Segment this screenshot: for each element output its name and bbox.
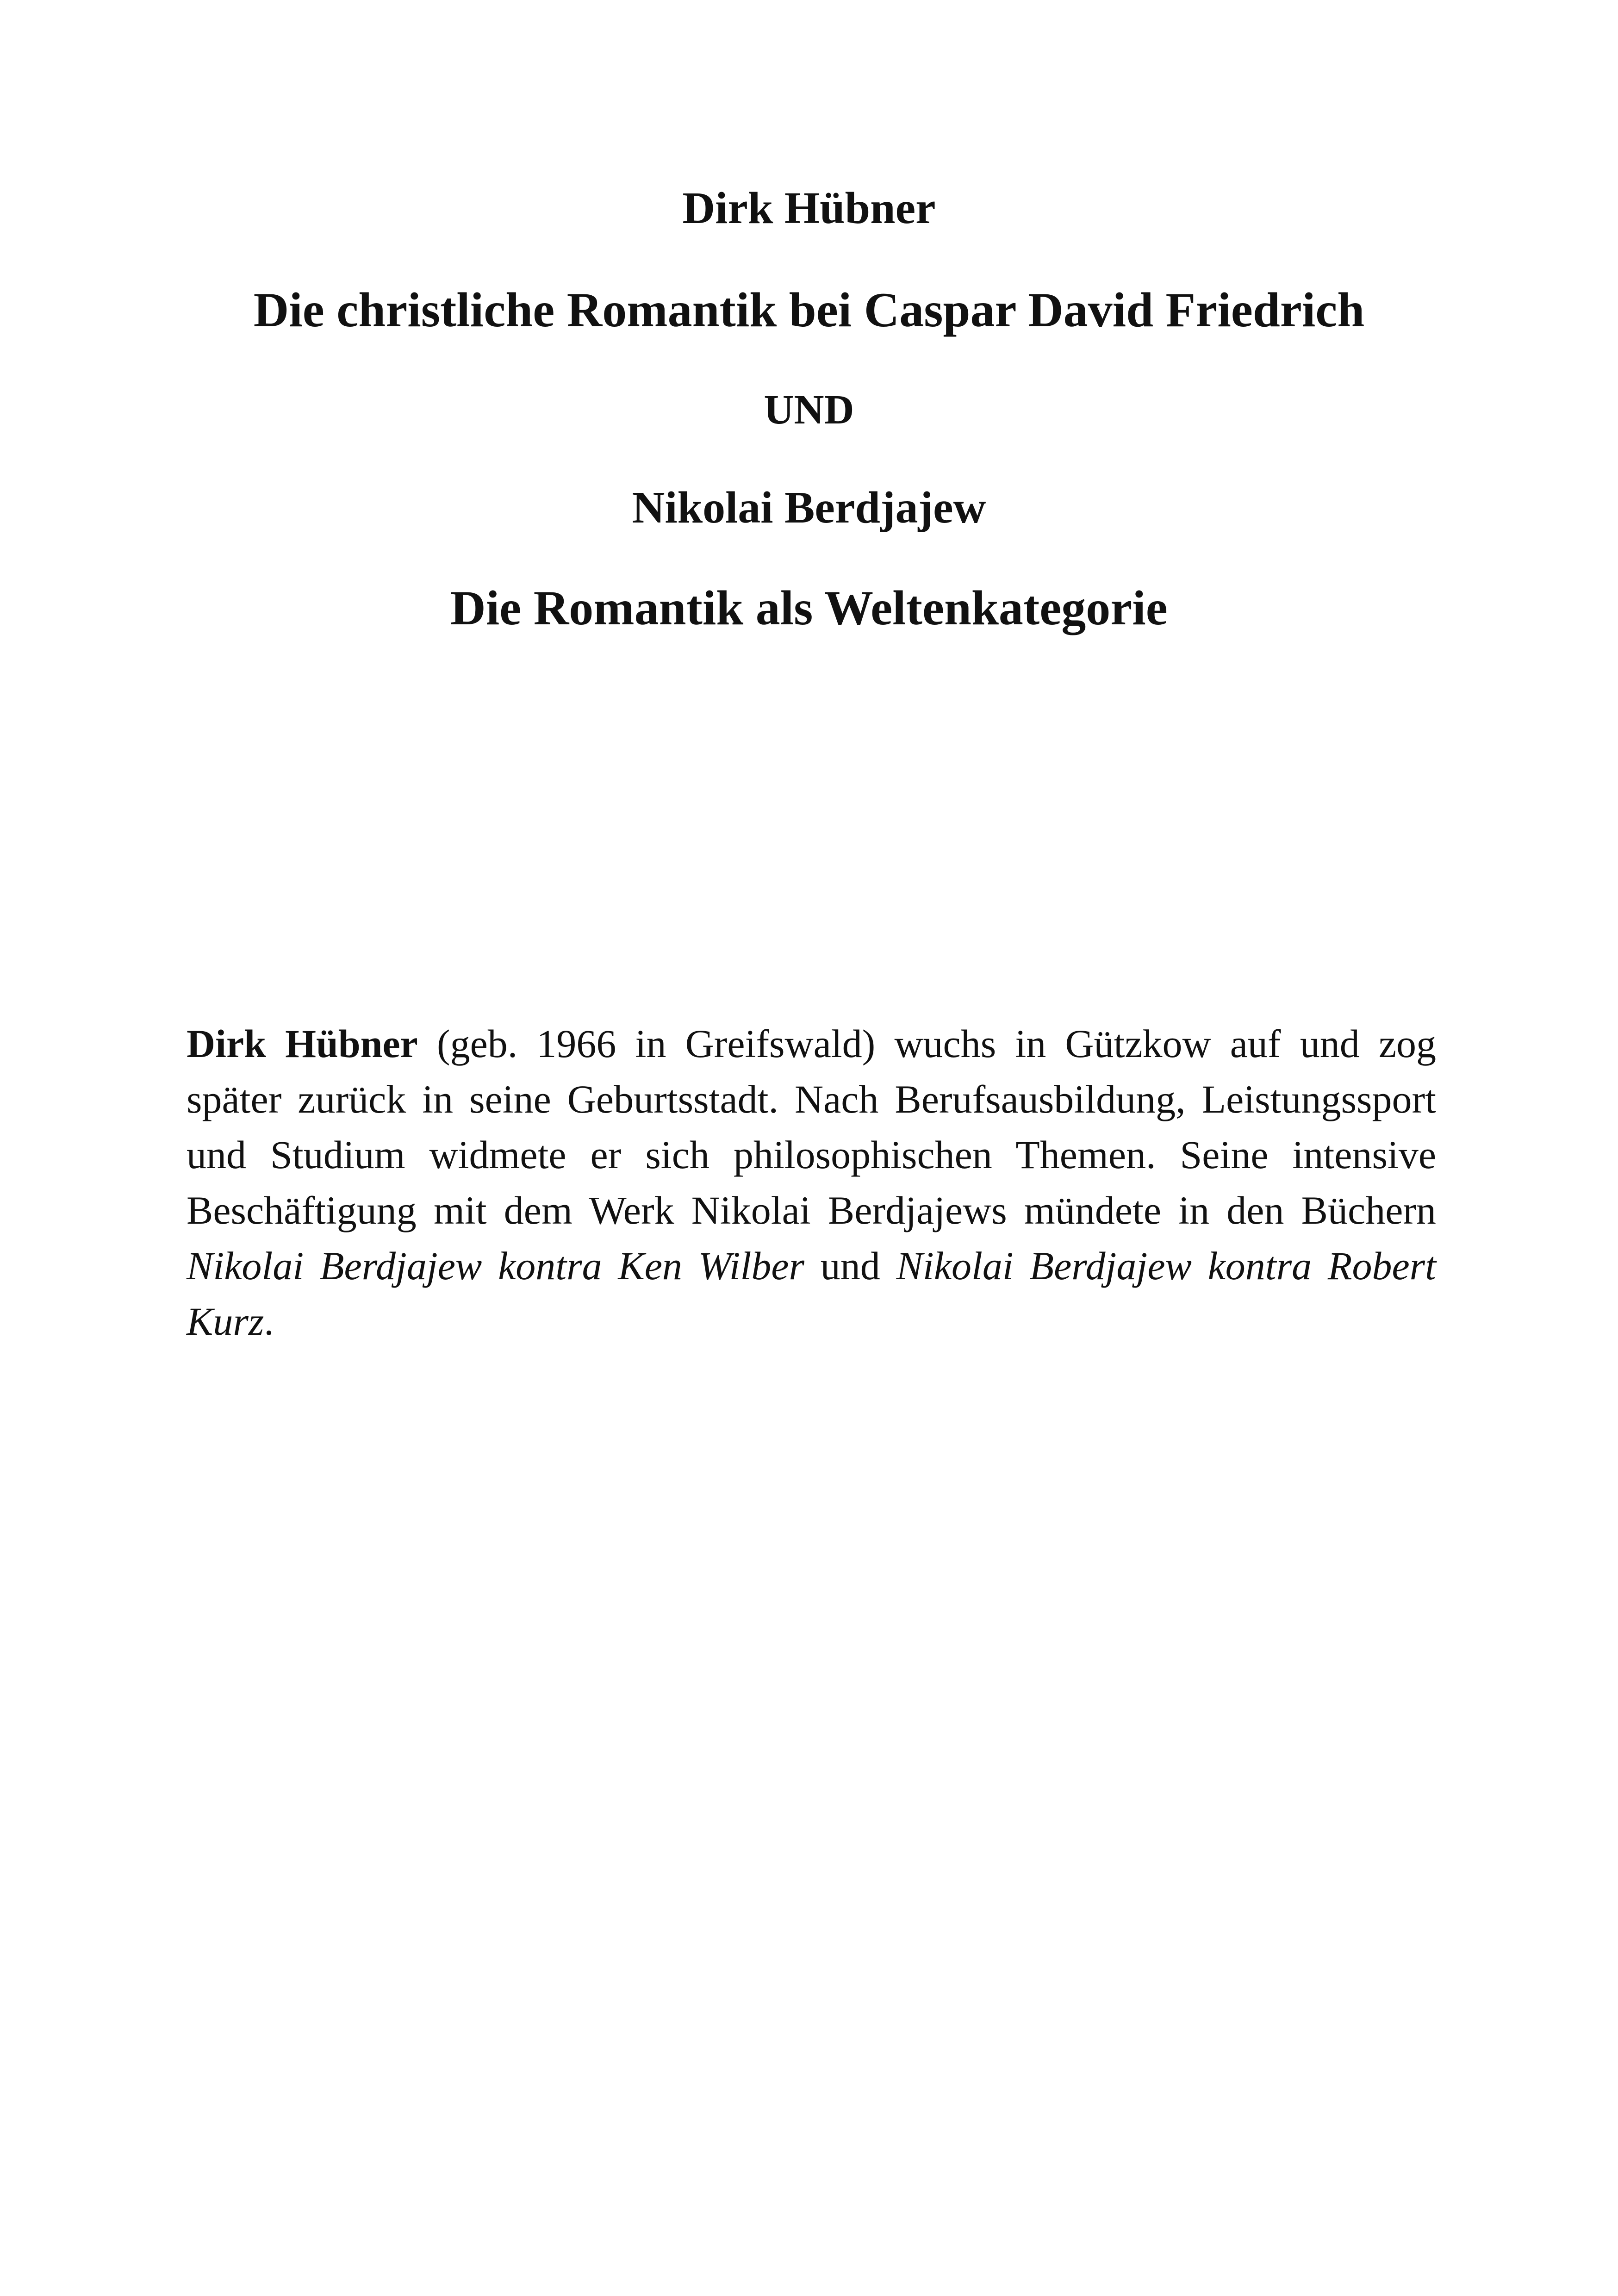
author-name-1: Dirk Hübner [682, 183, 936, 233]
bio-huebner-text-b: und [804, 1244, 896, 1288]
title-block [0, 180, 1618, 638]
connector-und: UND [764, 387, 854, 433]
bio-huebner-name: Dirk Hübner [187, 1021, 418, 1066]
book-title-2: Die Romantik als Weltenkategorie [450, 581, 1168, 635]
bio-huebner-book-1: Nikolai Berdjajew kontra Ken Wilber [187, 1244, 804, 1288]
book-title-1: Die christliche Romantik bei Caspar David Friedrich [253, 283, 1365, 337]
bio-huebner-book-2: Nikolai Berdjajew kontra Robert Kurz [187, 1244, 1436, 1344]
author-name-2: Nikolai Berdjajew [632, 483, 986, 533]
bio-huebner [187, 1016, 1436, 1349]
bio-huebner-text-c: . [264, 1299, 274, 1344]
bio-huebner-paragraph [187, 1016, 1436, 1349]
bio-huebner-text-a: (geb. 1966 in Greifswald) wuchs in Gützkow auf und zog später zurück in seine Geburtsstadt. Nach Berufsausbildung, Leistungssport und Studium widmete er sich philosophischen Themen. Seine intensive Beschäftigung mit dem Werk Nikolai Berdjajews mündete in den Büchern [187, 1021, 1436, 1232]
